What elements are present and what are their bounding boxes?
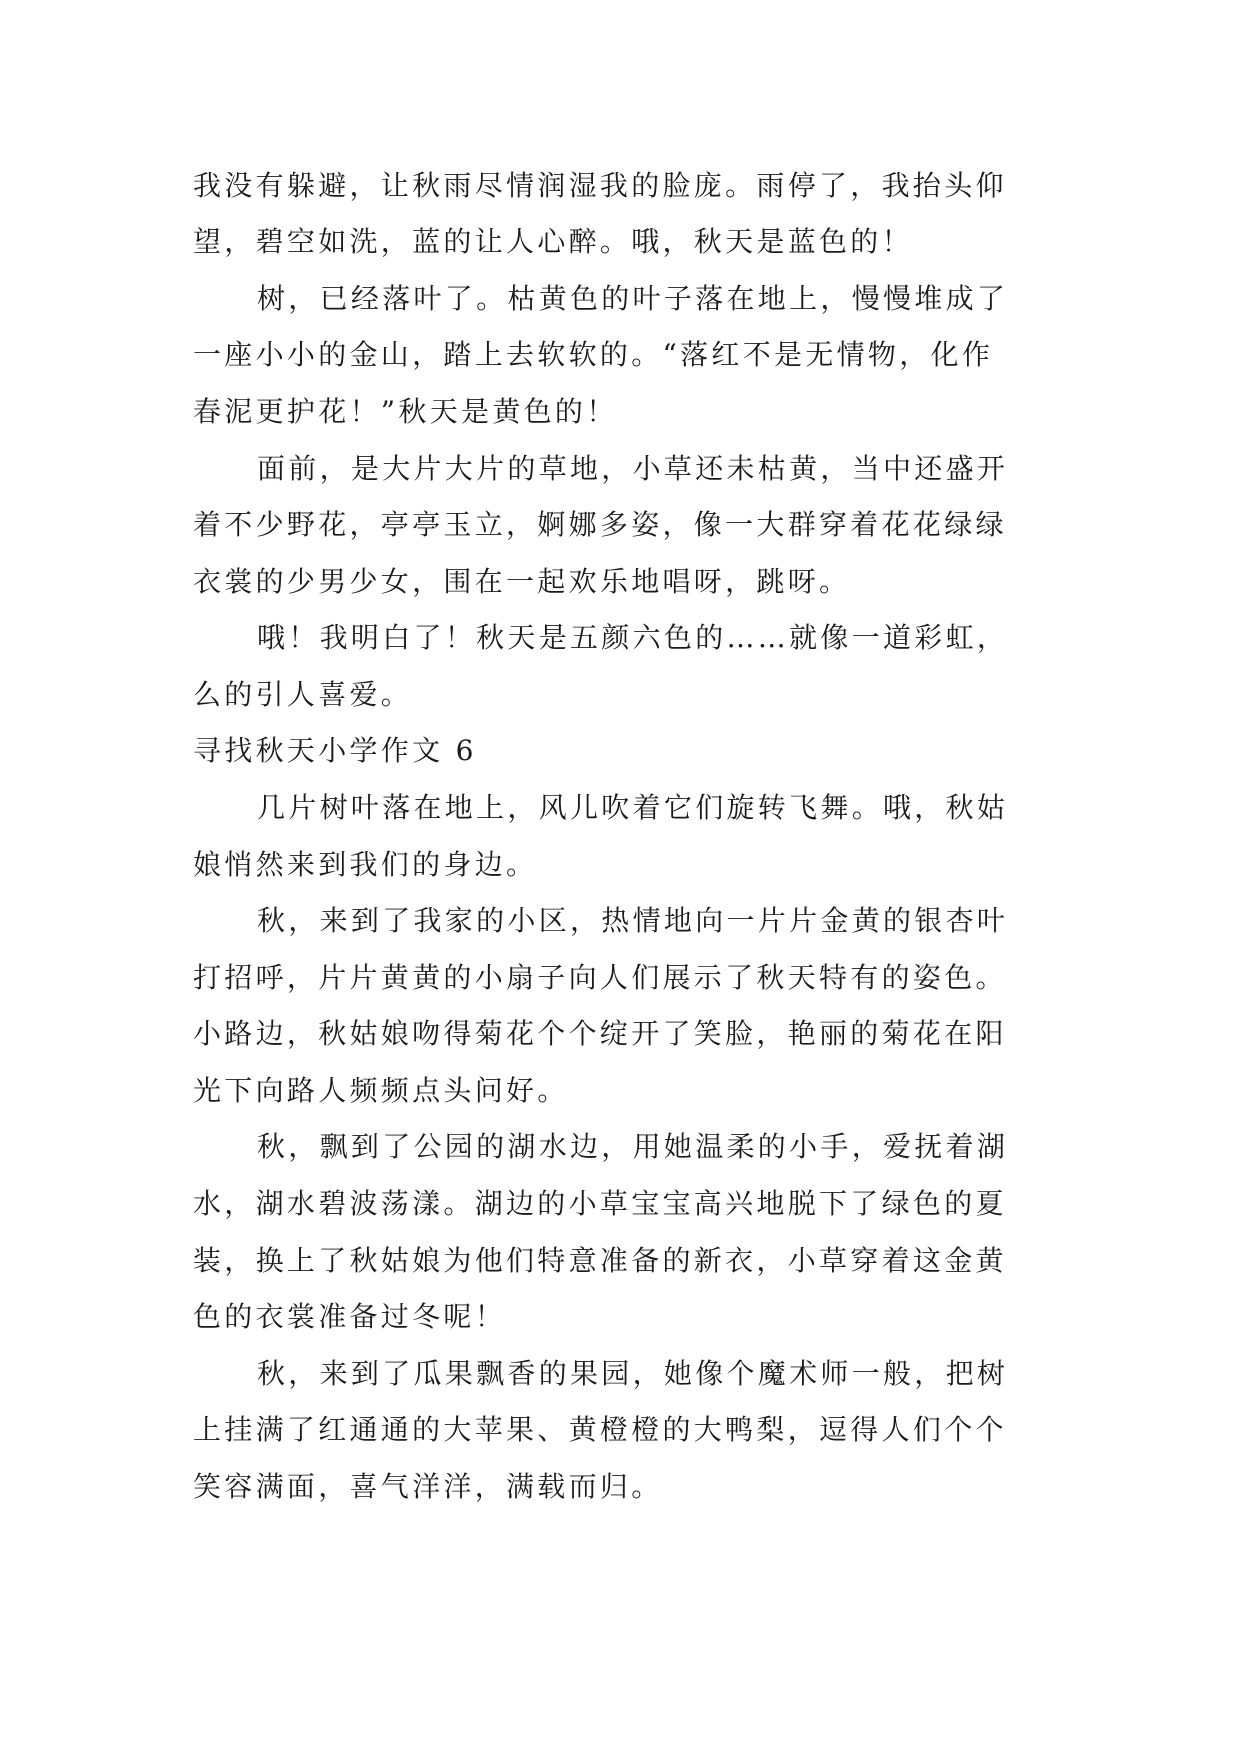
- paragraph-line: 秋，来到了瓜果飘香的果园，她像个魔术师一般，把树: [257, 1357, 1009, 1390]
- paragraph-line: 小路边，秋姑娘吻得菊花个个绽开了笑脸，艳丽的菊花在阳: [193, 1017, 1007, 1050]
- paragraph-line: 色的衣裳准备过冬呢！: [193, 1300, 507, 1333]
- paragraph-line: 几片树叶落在地上，风儿吹着它们旋转飞舞。哦，秋姑: [257, 791, 1009, 824]
- paragraph-line: 一座小小的金山，踏上去软软的。“落红不是无情物，化作: [193, 338, 994, 371]
- paragraph-line: 秋，飘到了公园的湖水边，用她温柔的小手，爱抚着湖: [257, 1130, 1009, 1163]
- paragraph-line: 春泥更护花！”秋天是黄色的！: [193, 395, 618, 428]
- paragraph-line: 哦！我明白了！秋天是五颜六色的……就像一道彩虹，: [257, 621, 1009, 654]
- paragraph-line: 面前，是大片大片的草地，小草还未枯黄，当中还盛开: [257, 452, 1009, 485]
- paragraph-line: 打招呼，片片黄黄的小扇子向人们展示了秋天特有的姿色。: [193, 961, 1007, 994]
- paragraph-line: 秋，来到了我家的小区，热情地向一片片金黄的银杏叶: [257, 904, 1009, 937]
- section-title: 寻找秋天小学作文 6: [193, 734, 477, 767]
- paragraph-line: 衣裳的少男少女，围在一起欢乐地唱呀，跳呀。: [193, 565, 851, 598]
- paragraph-line: 树，已经落叶了。枯黄色的叶子落在地上，慢慢堆成了: [257, 282, 1009, 315]
- paragraph-line: 着不少野花，亭亭玉立，婀娜多姿，像一大群穿着花花绿绿: [193, 508, 1007, 541]
- paragraph-line: 娘悄然来到我们的身边。: [193, 848, 538, 881]
- paragraph-line: 光下向路人频频点头问好。: [193, 1074, 569, 1107]
- paragraph-line: 装，换上了秋姑娘为他们特意准备的新衣，小草穿着这金黄: [193, 1244, 1007, 1277]
- paragraph-line: 么的引人喜爱。: [193, 678, 413, 711]
- paragraph-line: 笑容满面，喜气洋洋，满载而归。: [193, 1470, 663, 1503]
- paragraph-line: 望，碧空如洗，蓝的让人心醉。哦，秋天是蓝色的！: [193, 225, 913, 258]
- paragraph-line: 我没有躲避，让秋雨尽情润湿我的脸庞。雨停了，我抬头仰: [193, 169, 1007, 202]
- paragraph-line: 上挂满了红通通的大苹果、黄橙橙的大鸭梨，逗得人们个个: [193, 1413, 1007, 1446]
- paragraph-line: 水，湖水碧波荡漾。湖边的小草宝宝高兴地脱下了绿色的夏: [193, 1187, 1007, 1220]
